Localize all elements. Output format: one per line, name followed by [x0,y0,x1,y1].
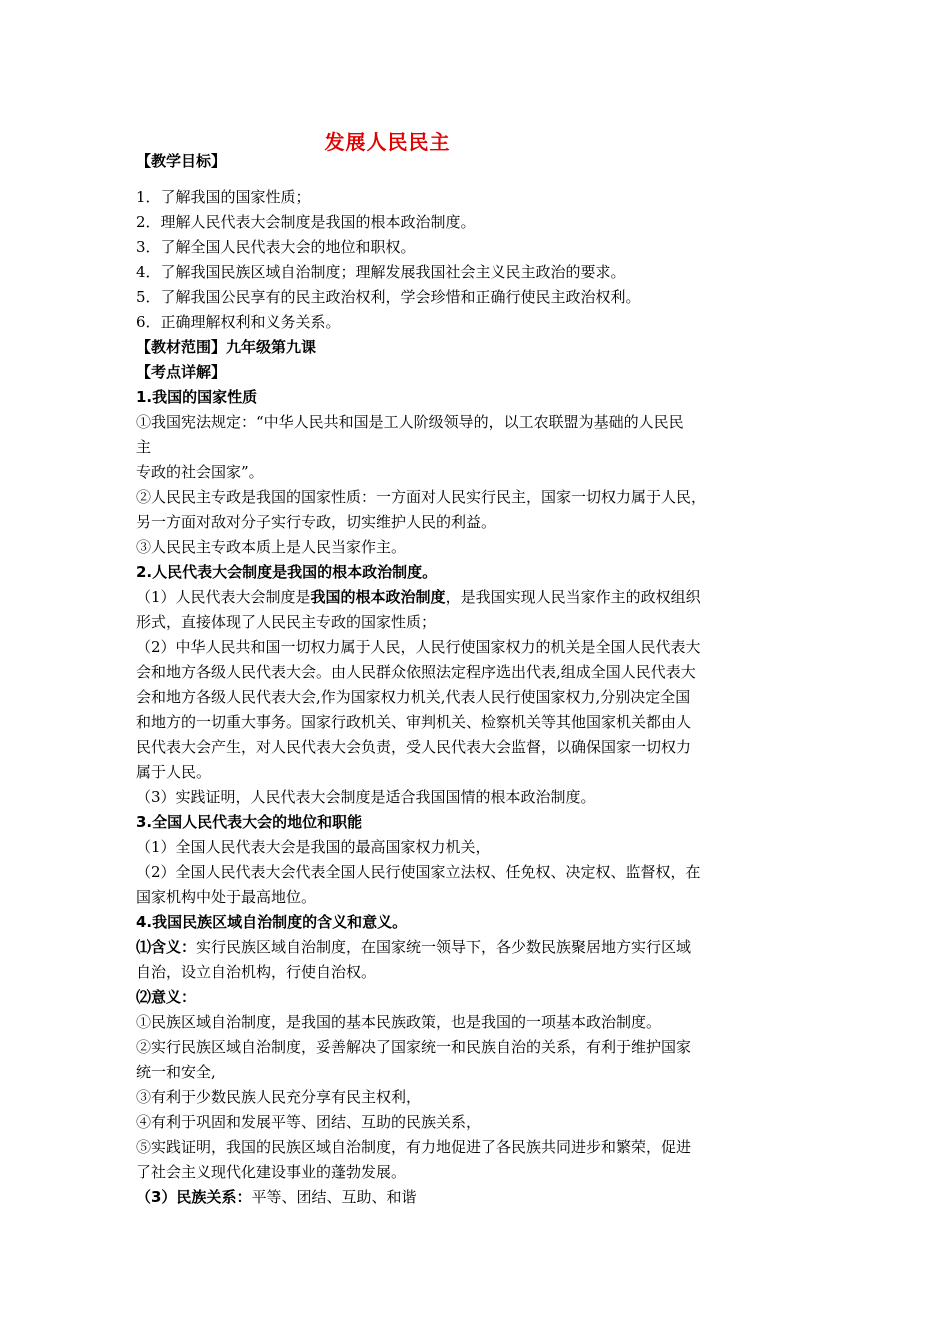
definition-label: ⑴含义： [136,938,197,956]
section-2-line: 会和地方各级人民代表大会,作为国家权力机关,代表人民行使国家权力,分别决定全国 [136,688,691,706]
section-2-line: 属于人民。 [136,763,212,781]
section-4-line: 统一和安全, [136,1063,216,1081]
section-2-line: 形式，直接体现了人民民主专政的国家性质； [136,613,437,631]
section-3-line: 国家机构中处于最高地位。 [136,888,317,906]
section-4-line: ③有利于少数民族人民充分享有民主权利， [136,1088,422,1106]
significance-label: ⑵意义： [136,988,197,1006]
goal-item: 3．了解全国人民代表大会的地位和职权。 [136,238,416,256]
section-2-line: 民代表大会产生，对人民代表大会负责，受人民代表大会监督，以确保国家一切权力 [136,738,692,756]
section-1-line: 专政的社会国家”。 [136,463,264,481]
section-2-line: （3）实践证明，人民代表大会制度是适合我国国情的根本政治制度。 [136,788,596,806]
text-run: ，是我国实现人民当家作主的政权组织 [445,588,701,606]
text-run: 平等、团结、互助、和谐 [251,1188,417,1206]
section-2-line: 和地方的一切重大事务。国家行政机关、审判机关、检察机关等其他国家机关都由人 [136,713,692,731]
section-2-line: （2）中华人民共和国一切权力属于人民，人民行使国家权力的机关是全国人民代表大 [136,638,701,656]
section-4-heading: 4.我国民族区域自治制度的含义和意义。 [136,913,408,931]
goal-item: 5．了解我国公民享有的民主政治权利，学会珍惜和正确行使民主政治权利。 [136,288,641,306]
section-1-line: ②人民民主专政是我国的国家性质：一方面对人民实行民主，国家一切权力属于人民， [136,488,707,506]
section-4-line: ⑤实践证明，我国的民族区域自治制度，有力地促进了各民族共同进步和繁荣，促进 [136,1138,692,1156]
section-2-line: 会和地方各级人民代表大会。由人民群众依照法定程序选出代表,组成全国人民代表大 [136,663,696,681]
text-run: 实行民族区域自治制度，在国家统一领导下，各少数民族聚居地方实行区域 [196,938,692,956]
goal-item: 4．了解我国民族区域自治制度；理解发展我国社会主义民主政治的要求。 [136,263,626,281]
scope-heading: 【教材范围】九年级第九课 [136,338,317,356]
section-1-heading: 1.我国的国家性质 [136,388,258,406]
relations-label: （3）民族关系： [136,1188,252,1206]
section-1-line: ①我国宪法规定：“中华人民共和国是工人阶级领导的，以工农联盟为基础的人民民 [136,413,684,431]
section-1-line: 另一方面对敌对分子实行专政，切实维护人民的利益。 [136,513,497,531]
section-3-line: （1）全国人民代表大会是我国的最高国家权力机关， [136,838,491,856]
section-2-para-1 [136,588,701,606]
section-1-line: ③人民民主专政本质上是人民当家作主。 [136,538,407,556]
details-heading: 【考点详解】 [136,363,227,381]
section-4-line: ②实行民族区域自治制度，妥善解决了国家统一和民族自治的关系，有利于维护国家 [136,1038,692,1056]
section-3-line: （2）全国人民代表大会代表全国人民行使国家立法权、任免权、决定权、监督权，在 [136,863,701,881]
section-4-definition [136,938,691,956]
section-4-line: 自治，设立自治机构，行使自治权。 [136,963,377,981]
section-4-line: ④有利于巩固和发展平等、团结、互助的民族关系， [136,1113,482,1131]
text-run: （1）人民代表大会制度是 [136,588,311,606]
section-4-line: 了社会主义现代化建设事业的蓬勃发展。 [136,1163,407,1181]
ethnic-relations [136,1188,416,1206]
goal-item: 1．了解我国的国家性质； [136,188,311,206]
emphasis-text: 我国的根本政治制度 [310,588,446,606]
section-1-line: 主 [136,438,152,456]
goal-item: 2．理解人民代表大会制度是我国的根本政治制度。 [136,213,476,231]
section-2-heading: 2.人民代表大会制度是我国的根本政治制度。 [136,563,438,581]
goal-item: 6．正确理解权利和义务关系。 [136,313,341,331]
page-title: 发展人民民主 [324,130,451,154]
section-3-heading: 3.全国人民代表大会的地位和职能 [136,813,363,831]
section-4-line: ①民族区域自治制度，是我国的基本民族政策，也是我国的一项基本政治制度。 [136,1013,662,1031]
goals-heading: 【教学目标】 [136,152,227,170]
